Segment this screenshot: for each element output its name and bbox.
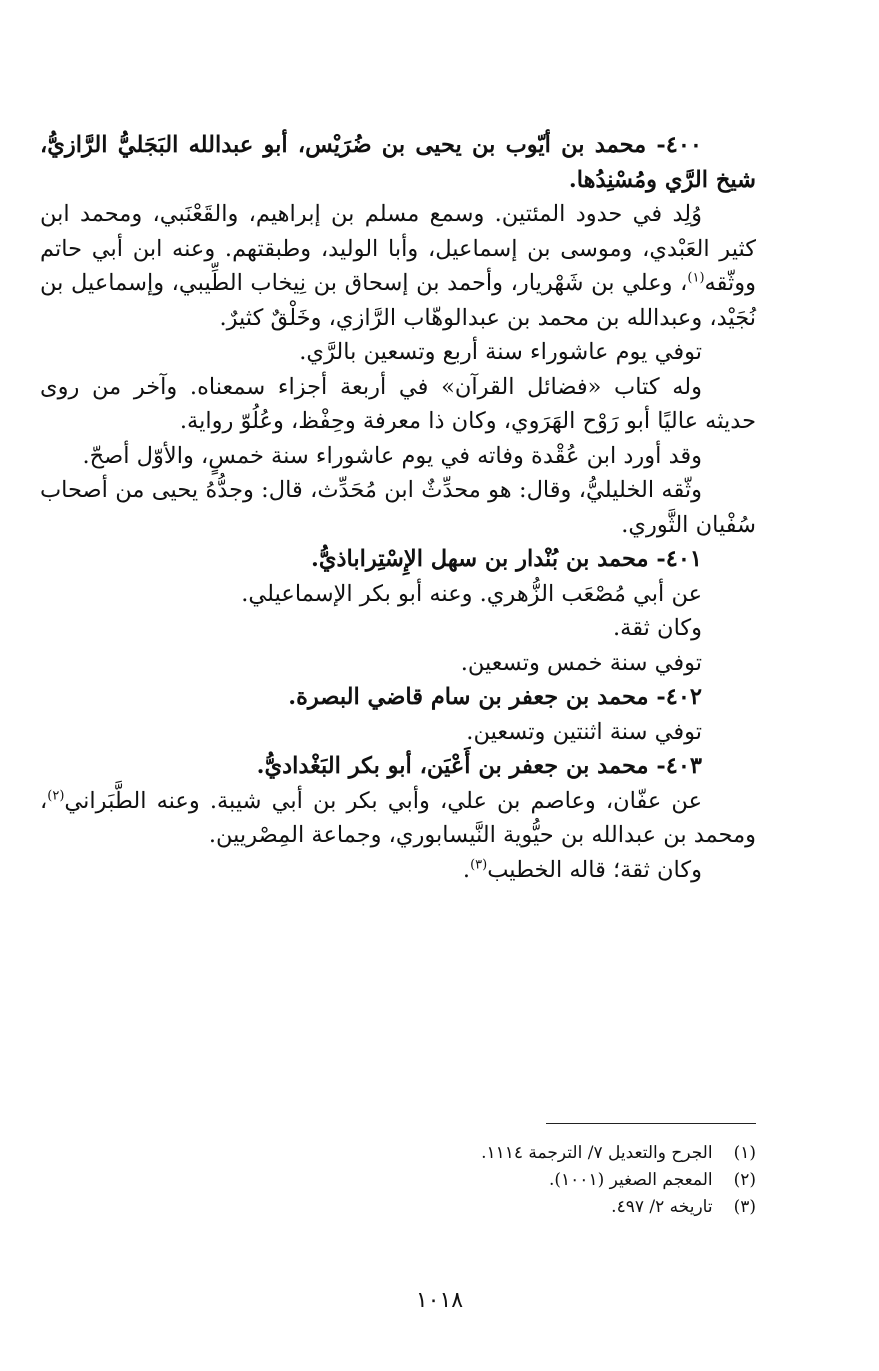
footnotes [300,1140,756,1221]
paragraph-text: وكان ثقة؛ قاله الخطيب [487,856,702,883]
paragraph-text-after: ، وعلي بن شَهْريار، وأحمد بن إسحاق بن نِيخاب الطِّيبي، وإسماعيل بن نُجَيْد، وعبدالله بن محمد بن عبدالوهّاب الرَّازي، وخَلْقٌ كثيرٌ. [40,270,756,331]
entry-paragraph: وثّقه الخليليُّ، وقال: هو محدِّثٌ ابن مُحَدِّث، قال: وجدُّهُ يحيى من أصحاب سُفْيان الثَّوري. [40,477,756,538]
entry-heading-403: ٤٠٣- محمد بن جعفر بن أَعْيَن، أبو بكر البَغْداديُّ. [256,753,702,779]
entry-heading-400: ٤٠٠- محمد بن أيّوب بن يحيى بن ضُرَيْس، أبو عبدالله البَجَليُّ الرَّازيُّ، شيخ الرَّي ومُسْنِدُها. [40,132,756,193]
entry-heading-402: ٤٠٢- محمد بن جعفر بن سام قاضي البصرة. [288,684,702,710]
footnote [300,1140,756,1167]
footnote-ref-2[interactable]: (٢) [47,788,65,803]
footnote [300,1167,756,1194]
footnote-divider [546,1123,756,1124]
footnote-text: المعجم الصغير (١٠٠١). [549,1170,713,1190]
footnote-number: (٣) [733,1197,756,1217]
footnote-number: (٢) [733,1170,756,1190]
paragraph-text-after: . [462,856,471,883]
footnote-number: (١) [733,1143,756,1163]
page-number: ١٠١٨ [415,1288,464,1313]
entry-paragraph [40,197,756,335]
entry-heading-401: ٤٠١- محمد بن بُنْدار بن سهل الإِسْتِراباذيُّ. [311,546,702,572]
footnote-ref-3[interactable]: (٣) [470,857,488,872]
footnote [300,1194,756,1221]
footnote-text: الجرح والتعديل ٧/ الترجمة ١١١٤. [481,1143,713,1163]
entry-paragraph: توفي يوم عاشوراء سنة أربع وتسعين بالرَّي. [299,339,702,365]
entry-paragraph: وله كتاب «فضائل القرآن» في أربعة أجزاء سمعناه. وآخر من روى حديثه عاليًا أبو رَوْح الهَرَوي، وكان ذا معرفة وحِفْظ، وعُلُوّ رواية. [40,373,756,434]
paragraph-text: عن عفّان، وعاصم بن علي، وأبي بكر بن أبي شيبة. وعنه الطَّبَراني [64,787,702,814]
entry-paragraph: عن أبي مُصْعَب الزُّهري. وعنه أبو بكر الإسماعيلي. [241,580,702,607]
entry-paragraph: توفي سنة خمس وتسعين. [460,649,702,676]
entry-paragraph: توفي سنة اثنتين وتسعين. [466,718,702,745]
entry-paragraph: وكان ثقة. [613,615,702,641]
entry-paragraph: وقد أورد ابن عُقْدة وفاته في يوم عاشوراء سنة خمسٍ، والأوّل أصحّ. [82,442,702,469]
paragraph-text: وُلِد في حدود المئتين. وسمع مسلم بن إبراهيم، والقَعْنَبي، ومحمد ابن كثير العَبْدي، وموسى بن إسماعيل، وأبا الوليد، وطبقتهم. وعنه ابن أبي حاتم ووثّقه [40,201,756,296]
entry-paragraph [40,853,756,888]
entry-paragraph [40,784,756,853]
main-text [40,128,756,887]
paragraph-text-after: ، ومحمد بن عبدالله بن حيُّوية النَّيسابوري، وجماعة المِصْريين. [40,787,756,848]
footnote-ref-1[interactable]: (١) [687,270,705,286]
footnote-text: تاريخه ٢/ ٤٩٧. [611,1197,713,1217]
